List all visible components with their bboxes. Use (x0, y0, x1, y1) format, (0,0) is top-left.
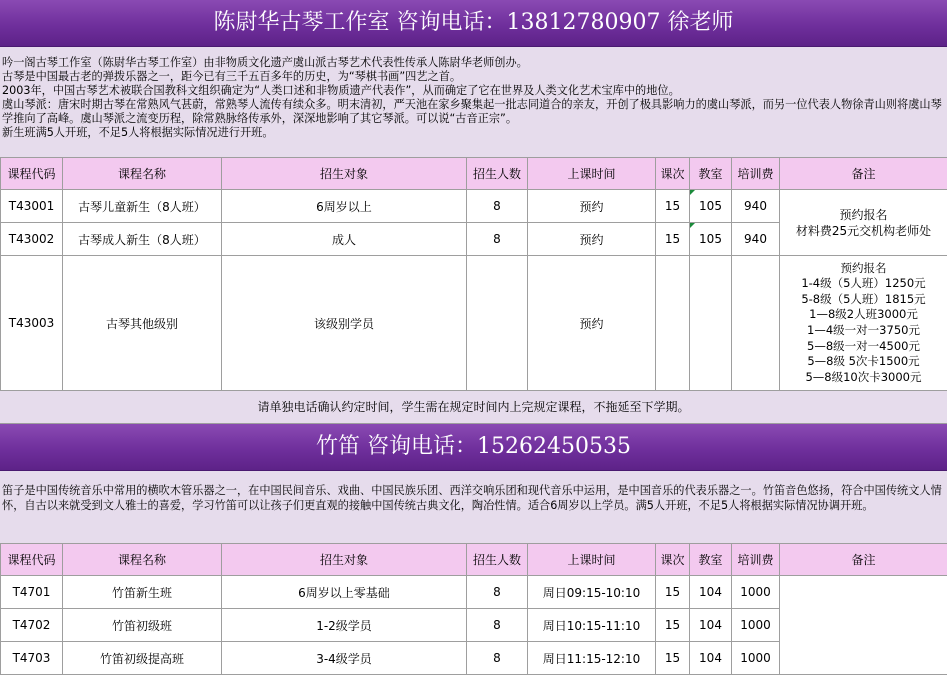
cell-time: 周日09:15-10:10 (528, 576, 656, 609)
cell-count: 8 (467, 223, 528, 256)
cell-room: 105 (690, 190, 732, 223)
note-line: 1-4级（5人班）1250元 (801, 276, 926, 291)
cell-fee (732, 256, 780, 391)
header-target: 招生对象 (222, 544, 467, 576)
cell-sessions: 15 (656, 609, 690, 642)
header-target: 招生对象 (222, 158, 467, 190)
note-line: 5—8级10次卡3000元 (805, 369, 922, 384)
cell-name: 古琴其他级别 (63, 256, 222, 391)
cell-target: 3-4级学员 (222, 642, 467, 675)
cell-count: 8 (467, 190, 528, 223)
cell-sessions: 15 (656, 642, 690, 675)
intro-line: 虞山琴派：唐宋时期古琴在常熟风气甚蔚，常熟琴人流传有续众多。明末清初，严天池在家乡聚集起一批志同道合的亲友，开创了极具影响力的虞山琴派，而另一位代表人物徐青山则将虞山琴学推向了高峰。虞山琴派之流变历程，除常熟脉络传承外，深深地影响了其它琴派。可以说“古音正宗”。 (2, 98, 942, 125)
header-fee: 培训费 (732, 158, 780, 190)
header-room: 教室 (690, 158, 732, 190)
table-row (1, 256, 947, 391)
header-sessions: 课次 (656, 158, 690, 190)
cell-name: 竹笛初级班 (63, 609, 222, 642)
header-fee: 培训费 (732, 544, 780, 576)
header-name: 课程名称 (63, 158, 222, 190)
cell-code: T43003 (1, 256, 63, 391)
note-line: 预约报名 (839, 207, 888, 222)
header-room: 教室 (690, 544, 732, 576)
header-count: 招生人数 (467, 158, 528, 190)
note-line: 1—8级2人班3000元 (809, 307, 918, 322)
cell-fee: 1000 (732, 609, 780, 642)
cell-count (467, 256, 528, 391)
cell-sessions: 15 (656, 190, 690, 223)
cell-name: 竹笛新生班 (63, 576, 222, 609)
guqin-course-table (0, 157, 947, 391)
cell-time: 预约 (528, 256, 656, 391)
header-sessions: 课次 (656, 544, 690, 576)
cell-fee: 1000 (732, 642, 780, 675)
cell-fee: 940 (732, 190, 780, 223)
cell-room (690, 256, 732, 391)
schedule-notice: 请单独电话确认约定时间，学生需在规定时间内上完规定课程，不拖延至下学期。 (0, 391, 947, 424)
note-line: 5—8级一对一4500元 (807, 338, 920, 353)
cell-time: 周日10:15-11:10 (528, 609, 656, 642)
cell-time: 预约 (528, 223, 656, 256)
cell-target: 6周岁以上 (222, 190, 467, 223)
intro-line: 古琴是中国最古老的弹拨乐器之一，距今已有三千五百多年的历史，为“琴棋书画”四艺之首。 (2, 70, 462, 83)
cell-code: T43002 (1, 223, 63, 256)
guqin-banner (0, 0, 947, 47)
cell-room: 104 (690, 609, 732, 642)
intro-paragraph: 笛子是中国传统音乐中常用的横吹木管乐器之一，在中国民间音乐、戏曲、中国民族乐团、西洋交响乐团和现代音乐中运用，是中国音乐的代表乐器之一。竹笛音色悠扬，符合中国传统文人情怀，自古以来就受到文人雅士的喜爱，学习竹笛可以让孩子们更直观的接触中国传统古典文化，陶冶性情。适合6周岁以上学员。满5人开班，不足5人将根据实际情况协调开班。 (2, 484, 942, 512)
cell-target: 该级别学员 (222, 256, 467, 391)
cell-target: 成人 (222, 223, 467, 256)
cell-code: T4703 (1, 642, 63, 675)
cell-name: 古琴儿童新生（8人班） (63, 190, 222, 223)
guqin-banner-title: 陈尉华古琴工作室 咨询电话：13812780907 徐老师 (213, 10, 734, 35)
cell-note-shared (780, 190, 947, 256)
cell-name: 竹笛初级提高班 (63, 642, 222, 675)
table-row (1, 576, 947, 609)
dizi-course-table (0, 543, 947, 675)
cell-fee: 940 (732, 223, 780, 256)
cell-sessions (656, 256, 690, 391)
cell-fee: 1000 (732, 576, 780, 609)
cell-room: 105 (690, 223, 732, 256)
header-code: 课程代码 (1, 158, 63, 190)
cell-count: 8 (467, 609, 528, 642)
cell-room: 104 (690, 576, 732, 609)
table-row (1, 190, 947, 223)
intro-line: 新生班满5人开班，不足5人将根据实际情况进行开班。 (2, 126, 274, 139)
table-header-row (1, 158, 947, 190)
header-note: 备注 (780, 158, 947, 190)
header-name: 课程名称 (63, 544, 222, 576)
note-line: 预约报名 (840, 260, 887, 275)
table-header-row (1, 544, 947, 576)
dizi-intro (0, 471, 947, 547)
note-line: 材料费25元交机构老师处 (795, 223, 932, 238)
cell-note (780, 576, 947, 675)
header-time: 上课时间 (528, 158, 656, 190)
cell-room: 104 (690, 642, 732, 675)
cell-count: 8 (467, 576, 528, 609)
guqin-intro (0, 47, 947, 166)
header-code: 课程代码 (1, 544, 63, 576)
header-count: 招生人数 (467, 544, 528, 576)
cell-sessions: 15 (656, 576, 690, 609)
cell-note-levels (780, 256, 947, 391)
cell-sessions: 15 (656, 223, 690, 256)
note-line: 5-8级（5人班）1815元 (801, 291, 926, 306)
cell-code: T43001 (1, 190, 63, 223)
dizi-banner-title: 竹笛 咨询电话：15262450535 (316, 434, 631, 459)
note-line: 5—8级 5次卡1500元 (807, 354, 920, 369)
cell-name: 古琴成人新生（8人班） (63, 223, 222, 256)
header-time: 上课时间 (528, 544, 656, 576)
dizi-banner (0, 424, 947, 471)
cell-time: 预约 (528, 190, 656, 223)
header-note: 备注 (780, 544, 947, 576)
intro-line: 吟一阁古琴工作室（陈尉华古琴工作室）由非物质文化遗产虞山派古琴艺术代表性传承人陈尉华老师创办。 (2, 56, 528, 69)
cell-count: 8 (467, 642, 528, 675)
cell-time: 周日11:15-12:10 (528, 642, 656, 675)
cell-code: T4701 (1, 576, 63, 609)
cell-code: T4702 (1, 609, 63, 642)
cell-target: 6周岁以上零基础 (222, 576, 467, 609)
note-line: 1—4级一对一3750元 (807, 323, 920, 337)
intro-line: 2003年，中国古琴艺术被联合国教科文组织确定为“人类口述和非物质遗产代表作”，从而确定了它在世界及人类文化艺术宝库中的地位。 (2, 84, 680, 97)
cell-target: 1-2级学员 (222, 609, 467, 642)
